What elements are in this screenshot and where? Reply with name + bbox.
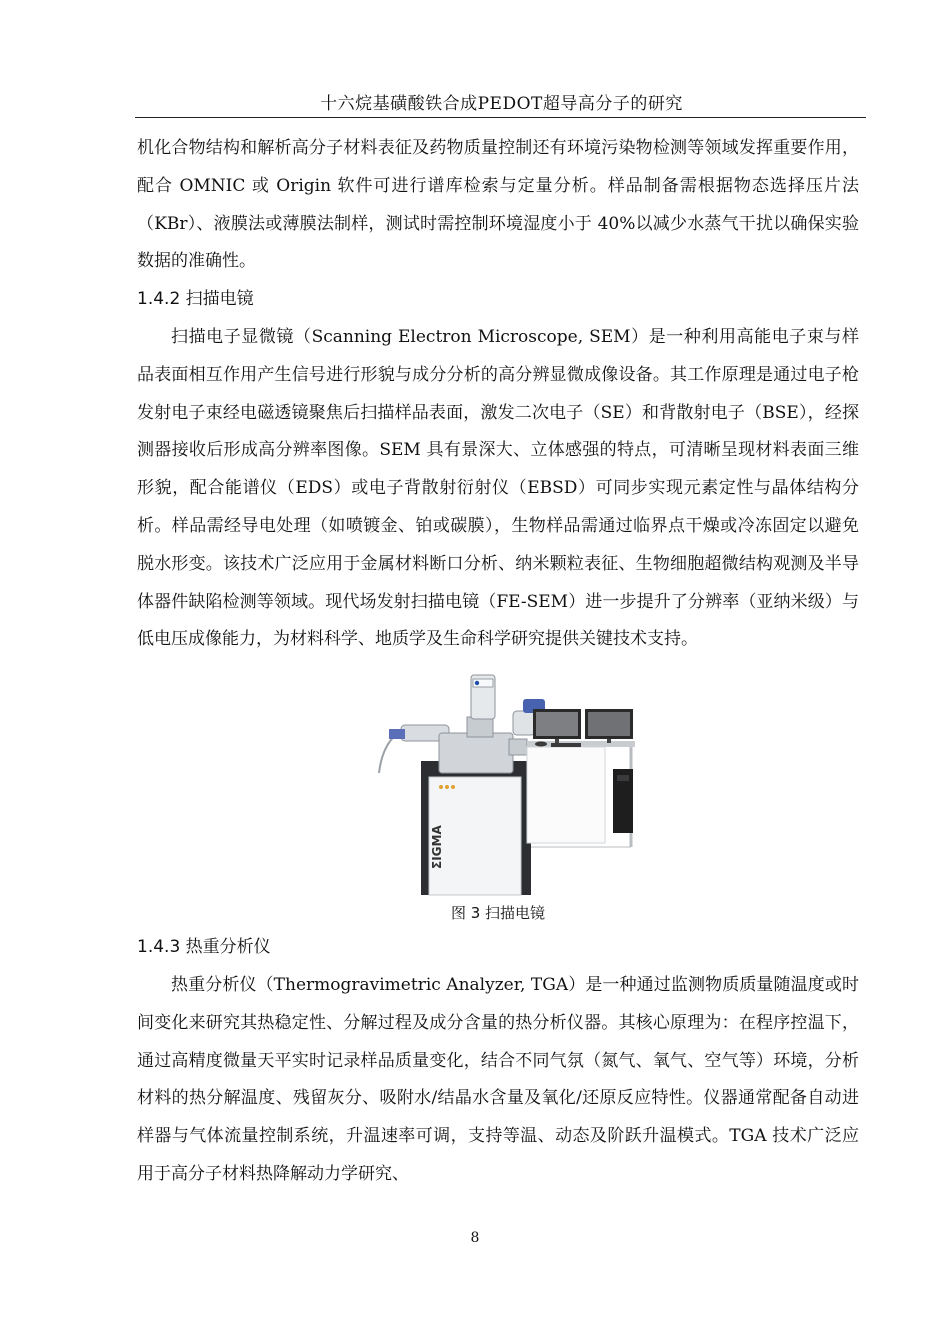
paragraph-continued: 机化合物结构和解析高分子材料表征及药物质量控制还有环境污染物检测等领域发挥重要作用，配合 OMNIC 或 Origin 软件可进行谱库检索与定量分析。样品制备需根据物态选择压片法（KBr）、液膜法或薄膜法制样，测试时需控制环境湿度小于 40%以减少水蒸气干扰以确保实验数据的准确性。: [137, 138, 859, 272]
header-rule: [135, 117, 866, 118]
paragraph-sem: 扫描电子显微镜（Scanning Electron Microscope, SEM）是一种利用高能电子束与样品表面相互作用产生信号进行形貌与成分分析的高分辨显微成像设备。其工作原理是通过电子枪发射电子束经电磁透镜聚焦后扫描样品表面，激发二次电子（SE）和背散射电子（BSE），经探测器接收后形成高分辨率图像。SEM 具有景深大、立体感强的特点，可清晰呈现材料表面三维形貌，配合能谱仪（EDS）或电子背散射衍射仪（EBSD）可同步实现元素定性与晶体结构分析。样品需经导电处理（如喷镀金、铂或碳膜），生物样品需通过临界点干燥或冷冻固定以避免脱水形变。该技术广泛应用于金属材料断口分析、纳米颗粒表征、生物细胞超微结构观测及半导体器件缺陷检测等领域。现代场发射扫描电镜（FE-SEM）进一步提升了分辨率（亚纳米级）与低电压成像能力，为材料科学、地质学及生命科学研究提供关键技术支持。: [137, 326, 859, 650]
body-text: [137, 130, 859, 1194]
section-heading-tga: 1.4.3 热重分析仪: [137, 937, 271, 958]
machine-brand-label: ΣIGMA: [430, 825, 444, 870]
page-number: 8: [470, 1230, 480, 1246]
section-heading-sem: 1.4.2 扫描电镜: [137, 289, 254, 310]
figure-caption: 图 3 扫描电镜: [450, 904, 546, 923]
running-header: 十六烷基磺酸铁合成PEDOT超导高分子的研究: [320, 94, 683, 114]
figure-sem-instrument: [137, 669, 859, 899]
sem-instrument-illustration: [375, 669, 635, 899]
paragraph-tga: 热重分析仪（Thermogravimetric Analyzer, TGA）是一种通过监测物质质量随温度或时间变化来研究其热稳定性、分解过程及成分含量的热分析仪器。其核心原理为：在程序控温下，通过高精度微量天平实时记录样品质量变化，结合不同气氛（氮气、氧气、空气等）环境，分析材料的热分解温度、残留灰分、吸附水/结晶水含量及氧化/还原反应特性。仪器通常配备自动进样器与气体流量控制系统，升温速率可调，支持等温、动态及阶跃升温模式。TGA 技术广泛应用于高分子材料热降解动力学研究、: [137, 974, 859, 1184]
